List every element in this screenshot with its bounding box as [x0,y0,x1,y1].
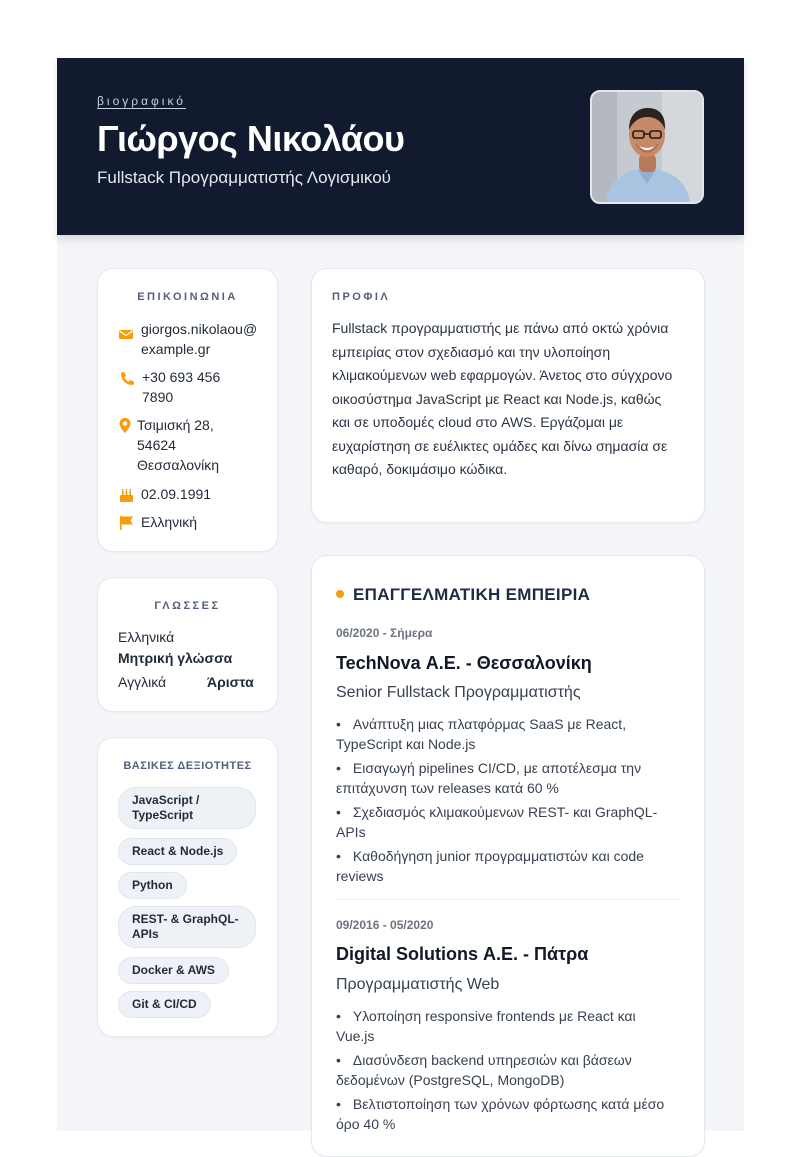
languages-card [97,577,278,712]
job-title: Senior Fullstack Προγραμματιστής [336,684,581,701]
skill-tag: Python [118,872,187,899]
contact-email-text: giorgos.nikolaou@example.gr [141,321,258,357]
envelope-icon [118,321,136,339]
contact-card [97,268,278,552]
job-bullets [336,714,676,890]
job-period: 09/2016 - 05/2020 [336,918,434,932]
contact-phone[interactable] [118,367,242,407]
flag-icon [118,514,136,532]
language-english-name: Αγγλικά [118,674,167,690]
skill-tag: Git & CI/CD [118,991,211,1018]
language-greek-level: Μητρική γλώσσα [118,650,233,666]
contact-address-text: Τσιμισκή 28, 54624 Θεσσαλονίκη [137,417,219,473]
avatar [590,90,704,204]
job-bullet: • Εισαγωγή pipelines CI/CD, με αποτέλεσμα την επιτάχυνση των releases κατά 60 % [336,758,676,798]
job-bullet: • Καθοδήγηση junior προγραμματιστών και code reviews [336,846,676,886]
languages-title: ΓΛΩΣΣΕΣ [154,600,221,612]
contact-title: ΕΠΙΚΟΙΝΩΝΙΑ [137,291,238,303]
person-role: Fullstack Προγραμματιστής Λογισμικού [97,168,391,187]
skill-tag: Docker & AWS [118,957,229,984]
job-bullet: • Ανάπτυξη μιας πλατφόρμας SaaS με React, TypeScript και Node.js [336,714,676,754]
job-bullets [336,1006,676,1138]
contact-email[interactable] [118,319,259,359]
skills-card [97,737,278,1037]
contact-nationality [118,512,259,532]
skills-title: ΒΑΣΙΚΕΣ ΔΕΞΙΟΤΗΤΕΣ [123,760,252,772]
experience-title [336,585,590,605]
skill-tag: JavaScript / TypeScript [118,787,256,829]
job-title: Προγραμματιστής Web [336,976,500,993]
experience-title-text: ΕΠΑΓΓΕΛΜΑΤΙΚΗ ΕΜΠΕΙΡΙΑ [353,585,591,604]
skill-tag: REST- & GraphQL-APIs [118,906,256,948]
portrait-photo [592,92,702,202]
person-name: Γιώργος Νικολάου [97,118,405,159]
contact-birthdate [118,484,259,504]
location-pin-icon [118,417,132,435]
job-bullet: • Διασύνδεση backend υπηρεσιών και βάσεων δεδομένων (PostgreSQL, MongoDB) [336,1050,676,1090]
job-bullet: • Σχεδιασμός κλιμακούμενων REST- και GraphQL-APIs [336,802,676,842]
job-company: Digital Solutions Α.Ε. - Πάτρα [336,944,589,964]
language-greek-name: Ελληνικά [118,629,175,645]
contact-birthdate-text: 02.09.1991 [141,486,212,502]
contact-nationality-text: Ελληνική [141,514,198,530]
skill-tag: React & Node.js [118,838,237,865]
job-period: 06/2020 - Σήμερα [336,626,433,640]
header-kicker: βιογραφικό [97,94,186,108]
experience-card [311,555,705,1157]
accent-dot [336,590,344,598]
job-divider [336,899,680,900]
job-bullet: • Βελτιστοποίηση των χρόνων φόρτωσης κατά μέσο όρο 40 % [336,1094,676,1134]
profile-text: Fullstack προγραμματιστής με πάνω από οκτώ χρόνια εμπειρίας στον σχεδιασμό και την υλοποίηση κλιμακούμενων web εφαρμογών. Άνετος στο σύγχρονο οικοσύστημα JavaScript με React και Node.js, καθώς και σε υποδομές cloud στο AWS. Εργάζομαι με ευχαρίστηση σε ευέλικτες ομάδες και δίνω σημασία σε καθαρό, δοκιμάσιμο κώδικα. [332,320,673,477]
birthday-cake-icon [118,486,136,504]
contact-address [118,415,233,475]
job-company: TechNova Α.Ε. - Θεσσαλονίκη [336,653,592,673]
profile-title: ΠΡΟΦΙΛ [332,291,391,303]
resume-header [57,58,744,235]
profile-card [311,268,705,523]
language-english-level: Άριστα [207,674,254,690]
job-bullet: • Υλοποίηση responsive frontends με React και Vue.js [336,1006,676,1046]
phone-icon [118,369,136,387]
contact-phone-text: +30 693 456 7890 [142,369,221,405]
